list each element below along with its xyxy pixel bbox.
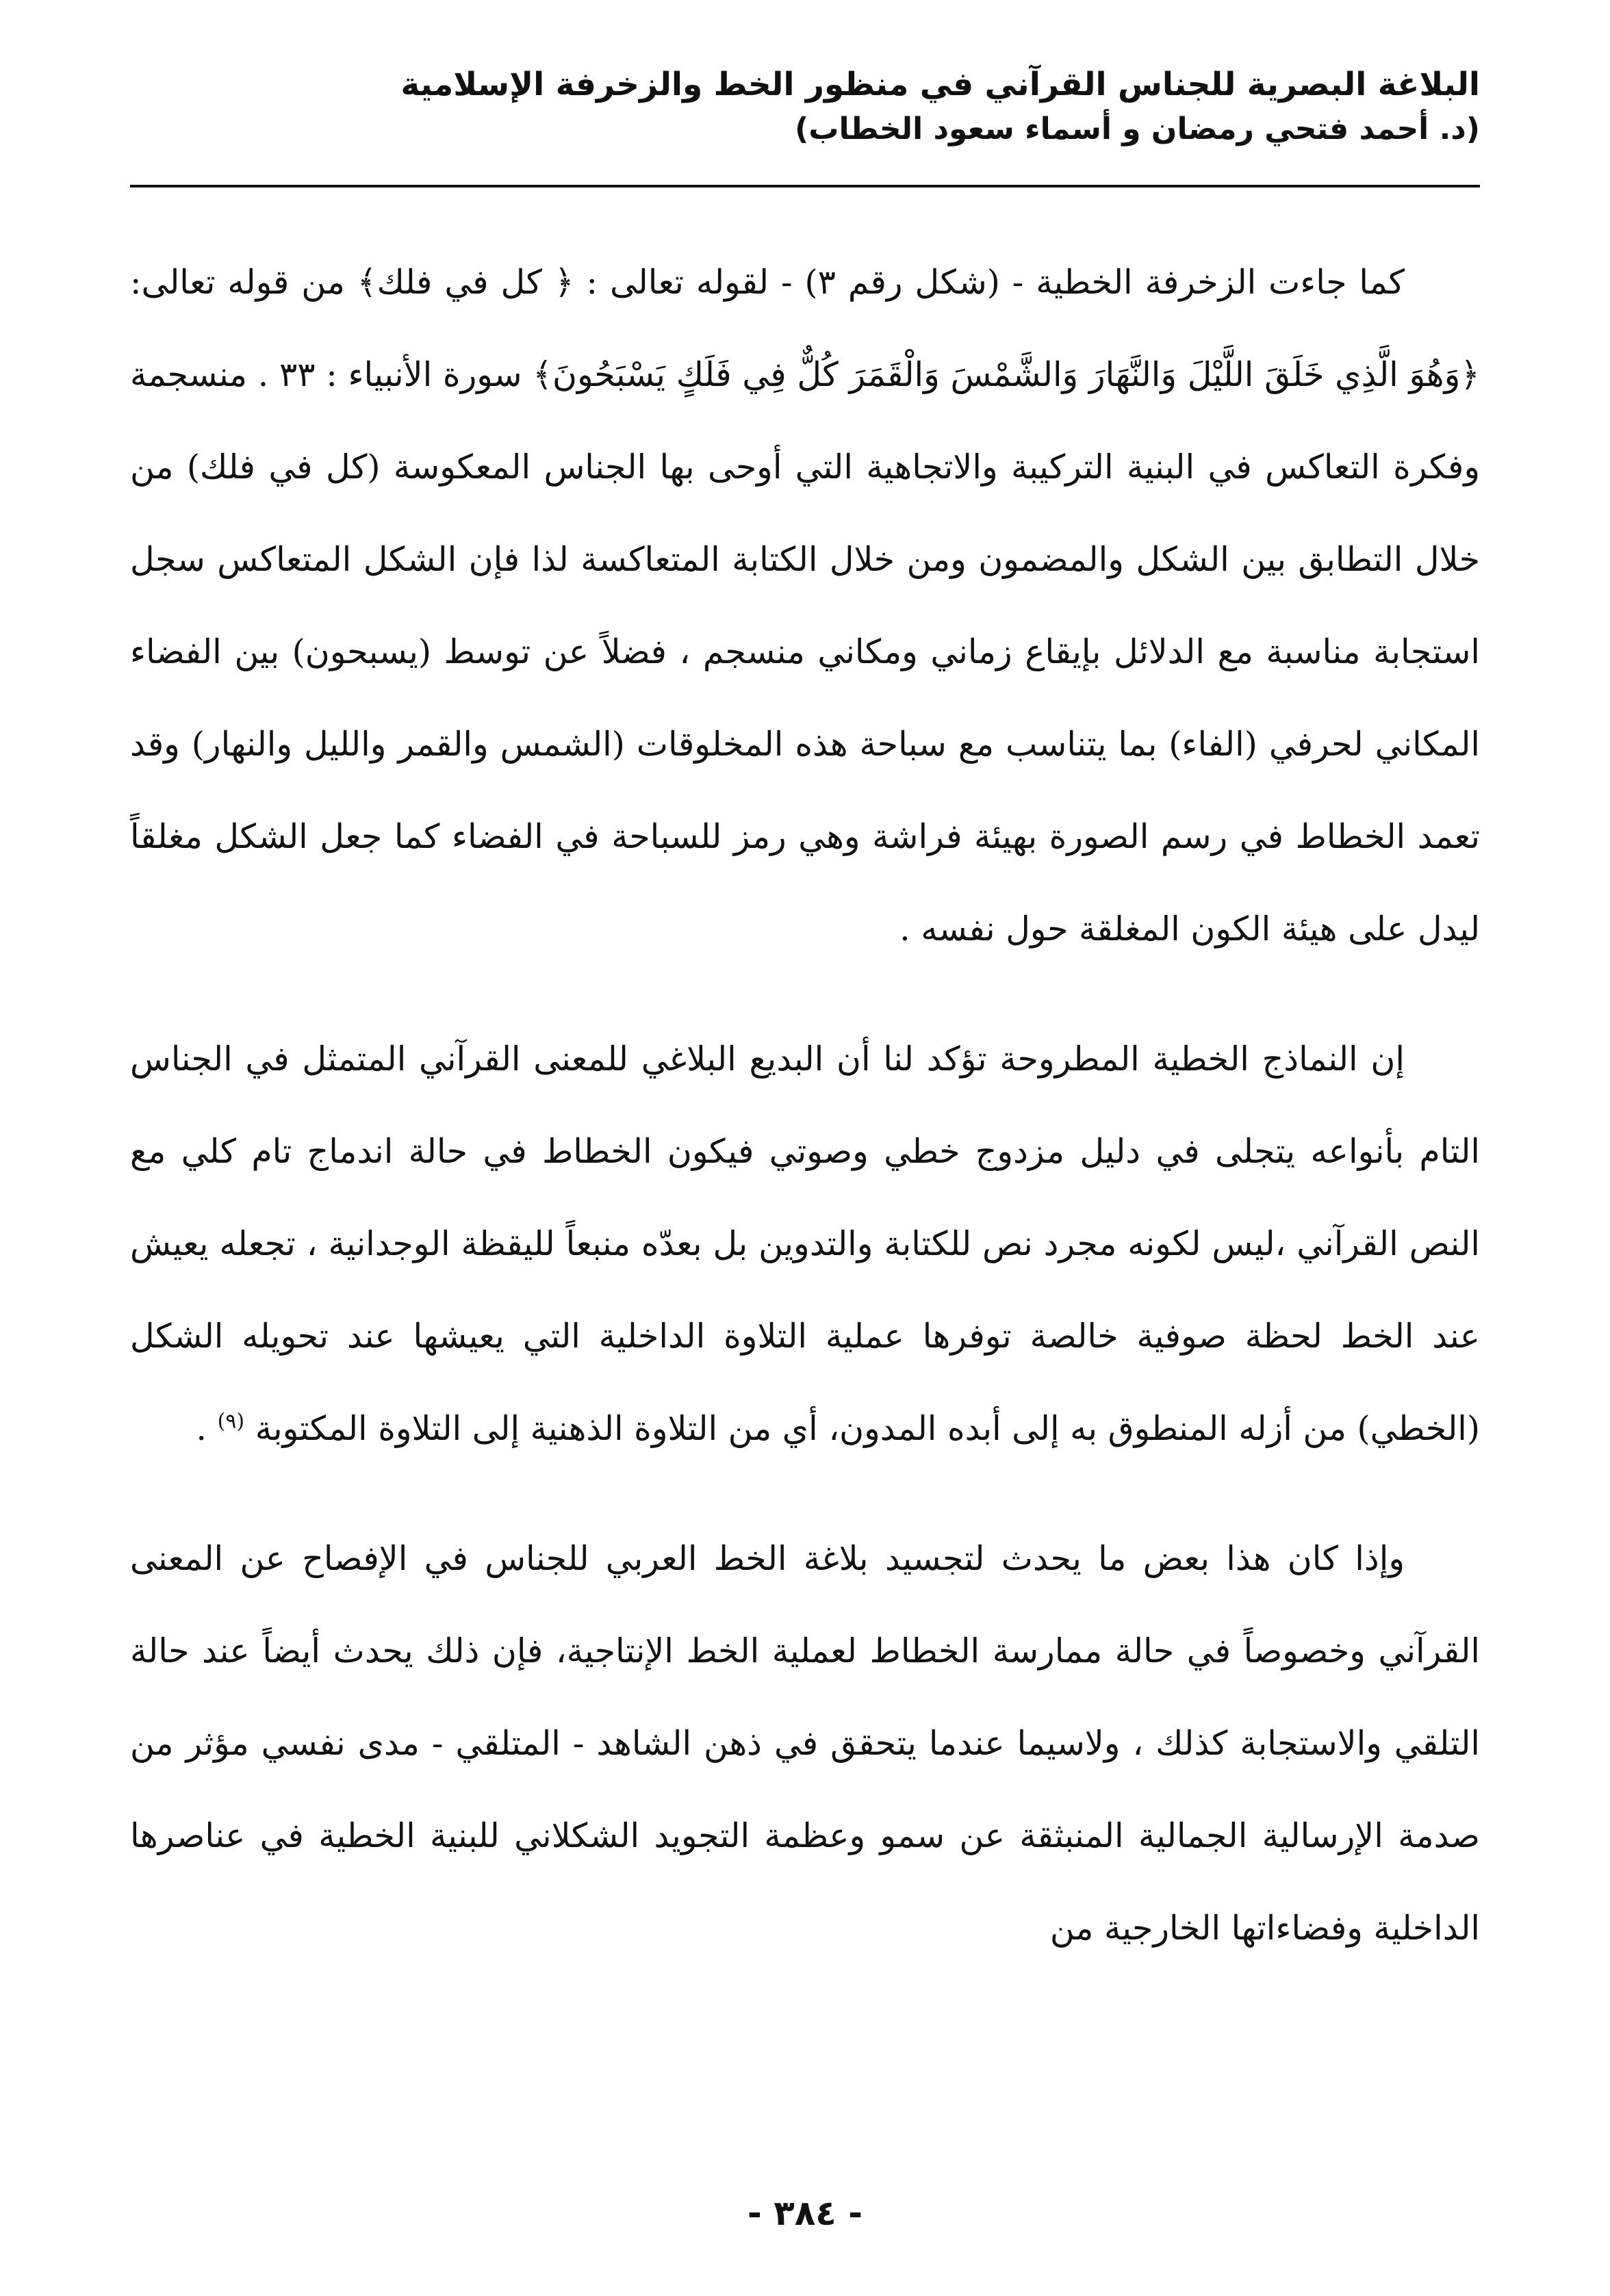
body-text: [130, 236, 1480, 1974]
page-number: - ٣٨٤ -: [748, 2193, 862, 2233]
paragraph-1-text: كما جاءت الزخرفة الخطية - (شكل رقم ٣) - لقوله تعالى : ﴿ كل في فلك﴾ من قوله تعالى: ﴿وَهُوَ الَّذِي خَلَقَ اللَّيْلَ وَالنَّهَارَ وَالشَّمْسَ وَالْقَمَرَ كُلٌّ فِي فَلَكٍ يَسْبَحُونَ﴾ سورة الأنبياء : ٣٣ . منسجمة وفكرة التعاكس في البنية التركيبة والاتجاهية التي أوحى بها الجناس المعكوسة (كل في فلك) من خلال التطابق بين الشكل والمضمون ومن خلال الكتابة المتعاكسة لذا فإن الشكل المتعاكس سجل استجابة مناسبة مع الدلائل بإيقاع زماني ومكاني منسجم ، فضلاً عن توسط (يسبحون) بين الفضاء المكاني لحرفي (الفاء) بما يتناسب مع سباحة هذه المخلوقات (الشمس والقمر والليل والنهار) وقد تعمد الخطاط في رسم الصورة بهيئة فراشة وهي رمز للسباحة في الفضاء كما جعل الشكل مغلقاً ليدل على هيئة الكون المغلقة حول نفسه .: [130, 263, 1481, 949]
header-title: البلاغة البصرية للجناس القرآني في منظور الخط والزخرفة الإسلامية: [400, 66, 1480, 103]
paragraph-3: [130, 1512, 1480, 1974]
running-header: [130, 65, 1480, 149]
paragraph-1: [130, 236, 1480, 975]
paragraph-2-tail: .: [196, 1409, 207, 1448]
footnote-reference[interactable]: (٩): [217, 1409, 245, 1434]
paragraph-2: [130, 1013, 1480, 1475]
header-divider: [130, 185, 1480, 188]
header-authors: (د. أحمد فتحي رمضان و أسماء سعود الخطاب): [795, 111, 1480, 146]
paragraph-3-text: وإذا كان هذا بعض ما يحدث لتجسيد بلاغة الخط العربي للجناس في الإفصاح عن المعنى القرآني وخصوصاً في حالة ممارسة الخطاط لعملية الخط الإنتاجية، فإن ذلك يحدث أيضاً عند حالة التلقي والاستجابة كذلك ، ولاسيما عندما يتحقق في ذهن الشاهد - المتلقي - مدى نفسي مؤثر من صدمة الإرسالية الجمالية المنبثقة عن سمو وعظمة التجويد الشكلاني للبنية الخطية في عناصرها الداخلية وفضاءاتها الخارجية من: [130, 1539, 1480, 1948]
paragraph-2-text: إن النماذج الخطية المطروحة تؤكد لنا أن البديع البلاغي للمعنى القرآني المتمثل في الجناس التام بأنواعه يتجلى في دليل مزدوج خطي وصوتي فيكون الخطاط في حالة اندماج تام كلي مع النص القرآني ،ليس لكونه مجرد نص للكتابة والتدوين بل بعدّه منبعاً لليقظة الوجدانية ، تجعله يعيش عند الخط لحظة صوفية خالصة توفرها عملية التلاوة الداخلية التي يعيشها عند تحويله الشكل (الخطي) من أزله المنطوق به إلى أبده المدون، أي من التلاوة الذهنية إلى التلاوة المكتوبة: [130, 1040, 1480, 1448]
